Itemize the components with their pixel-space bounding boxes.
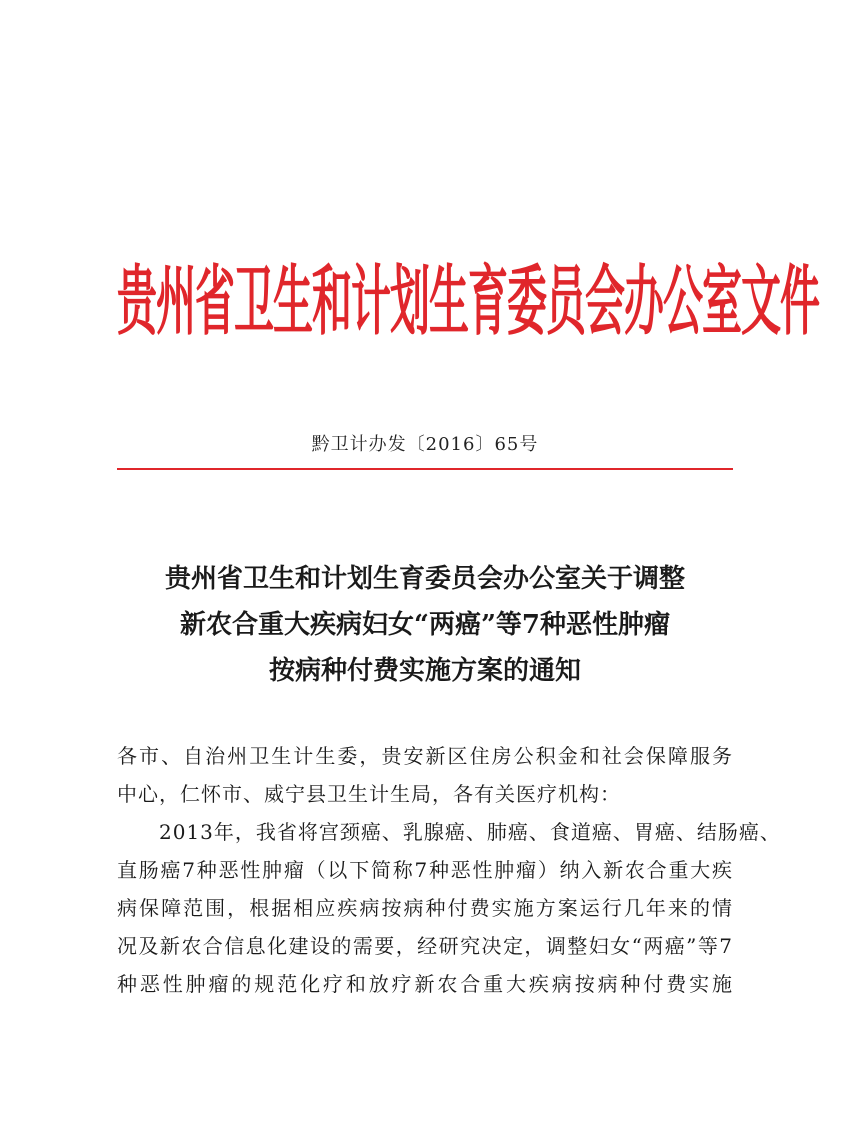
- notice-title: [117, 556, 733, 694]
- notice-title-line: 新农合重大疾病妇女“两癌”等7种恶性肿瘤: [179, 610, 670, 640]
- notice-title-line: 贵州省卫生和计划生育委员会办公室关于调整: [164, 564, 685, 594]
- masthead-title: 贵州省卫生和计划生育委员会办公室文件: [117, 259, 819, 347]
- body-paragraph-line: 病保障范围，根据相应疾病按病种付费实施方案运行几年来的情: [117, 896, 733, 920]
- notice-body: [117, 737, 781, 1003]
- body-paragraph-line: 直肠癌7种恶性肿瘤（以下简称7种恶性肿瘤）纳入新农合重大疾: [117, 858, 733, 882]
- addressee-line: 中心，仁怀市、威宁县卫生计生局，各有关医疗机构：: [117, 782, 621, 806]
- notice-title-line: 按病种付费实施方案的通知: [268, 656, 581, 686]
- body-paragraph-line: 2013年，我省将宫颈癌、乳腺癌、肺癌、食道癌、胃癌、结肠癌、: [159, 820, 781, 844]
- red-divider-line: [117, 468, 733, 470]
- document-number: 黔卫计办发〔2016〕65号: [311, 434, 539, 455]
- body-paragraph-line: 种恶性肿瘤的规范化疗和放疗新农合重大疾病按病种付费实施: [117, 972, 733, 996]
- addressee-line: 各市、自治州卫生计生委，贵安新区住房公积金和社会保障服务: [117, 744, 733, 768]
- body-paragraph-line: 况及新农合信息化建设的需要，经研究决定，调整妇女“两癌”等7: [117, 934, 733, 958]
